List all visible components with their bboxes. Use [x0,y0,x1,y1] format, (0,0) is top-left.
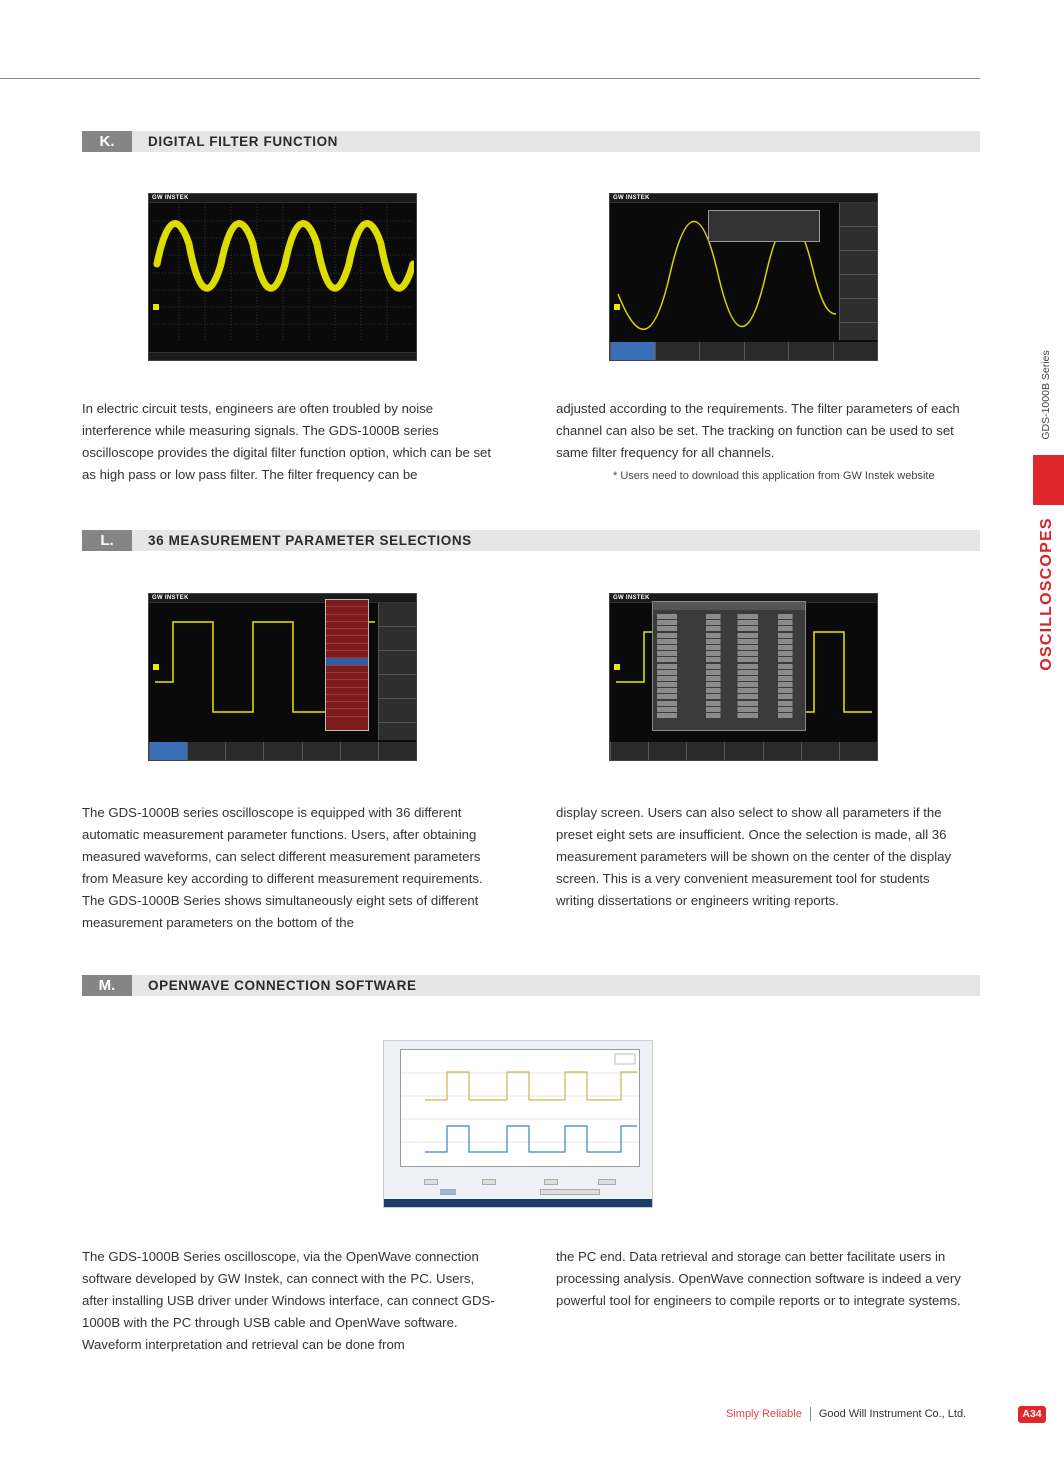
scope-header [149,194,416,203]
l-body-left: The GDS-1000B series oscilloscope is equipped with 36 different automatic measurement parameter functions. Users, after obtaining measured waveforms, can select different measurement parameters from Measure key according to different measurement requirements. The GDS-1000B Series shows simultaneously eight sets of different measurement parameters on the bottom of the [82,805,483,930]
k-body-left: In electric circuit tests, engineers are often troubled by noise interference while measuring signals. The GDS-1000B series oscilloscope provides the digital filter function option, which can be set as high pass or low pass filter. The filter frequency can be [82,401,492,482]
section-title: OPENWAVE CONNECTION SOFTWARE [148,978,417,993]
m-body-left: The GDS-1000B Series oscilloscope, via the OpenWave connection software developed by GW Instek, can connect with the PC. Users, after installing USB driver under Windows interface, can connect GDS-1000B with the PC through USB cable and OpenWave software. Waveform interpretation and retrieval can be done from [82,1249,495,1352]
scope-screenshot-measurement-summary [609,593,878,761]
scope-header [610,194,877,203]
footer-company: Good Will Instrument Co., Ltd. [818,1407,967,1420]
scope-screenshot-sine [148,193,417,361]
page-number: A34 [1018,1406,1046,1423]
ch1-marker-icon [614,304,620,310]
scope-brand: GW INSTEK [152,595,189,601]
category-label: OSCILLOSCOPES [1038,517,1055,671]
top-rule [0,78,980,79]
scope-status-bar [149,352,416,360]
k-body-right: adjusted according to the requirements. The filter parameters of each channel can also be set. The tracking on function can be used to set same filter frequency for all channels. [556,401,960,460]
side-red-block [1033,455,1064,505]
side-tab-series [1040,345,1052,445]
section-header-l [82,530,980,551]
side-tab-category [1036,512,1058,680]
scope-brand: GW INSTEK [613,195,650,201]
section-letter: M. [82,975,132,996]
scope-screenshot-filter-menu [609,193,878,361]
scope-brand: GW INSTEK [613,595,650,601]
ch1-marker-icon [153,664,159,670]
openwave-plot [400,1049,640,1167]
scope-softkeys [610,742,877,760]
openwave-waveforms [401,1050,639,1166]
section-letter: K. [82,131,132,152]
scope-softkeys [610,342,877,360]
scope-header [149,594,416,603]
openwave-software-screenshot [383,1040,653,1208]
section-title: 36 MEASUREMENT PARAMETER SELECTIONS [148,533,472,548]
section-title: DIGITAL FILTER FUNCTION [148,134,339,149]
frequency-dialog [708,210,820,242]
measurement-list [325,599,369,731]
footer [726,1407,966,1421]
section-header-k [82,131,980,152]
scope-side-menu [378,603,416,740]
section-header-m [82,975,980,996]
scope-softkeys [149,742,416,760]
l-body-right: display screen. Users can also select to show all parameters if the preset eight sets are insufficient. Once the selection is made, all 36 measurement parameters will be shown on the center of the display screen. This is a very convenient measurement tool for students writing dissertations or engineers writing reports. [556,805,952,908]
measurement-summary-window [652,601,806,731]
footer-separator [810,1407,811,1421]
scope-screenshot-measure-menu [148,593,417,761]
section-letter: L. [82,530,132,551]
m-body-right: the PC end. Data retrieval and storage can better facilitate users in processing analysis. OpenWave connection software is indeed a very powerful tool for engineers to compile reports or to integrate systems. [556,1249,961,1308]
ch1-marker-icon [153,304,159,310]
series-label: GDS-1000B Series [1040,350,1052,440]
k-footnote: * Users need to download this application from GW Instek website [613,470,935,482]
ch1-marker-icon [614,664,620,670]
scope-side-menu [839,203,877,340]
footer-slogan: Simply Reliable [726,1407,802,1420]
scope-brand: GW INSTEK [152,195,189,201]
windows-taskbar [384,1199,652,1207]
sine-wave-trace [153,204,414,342]
